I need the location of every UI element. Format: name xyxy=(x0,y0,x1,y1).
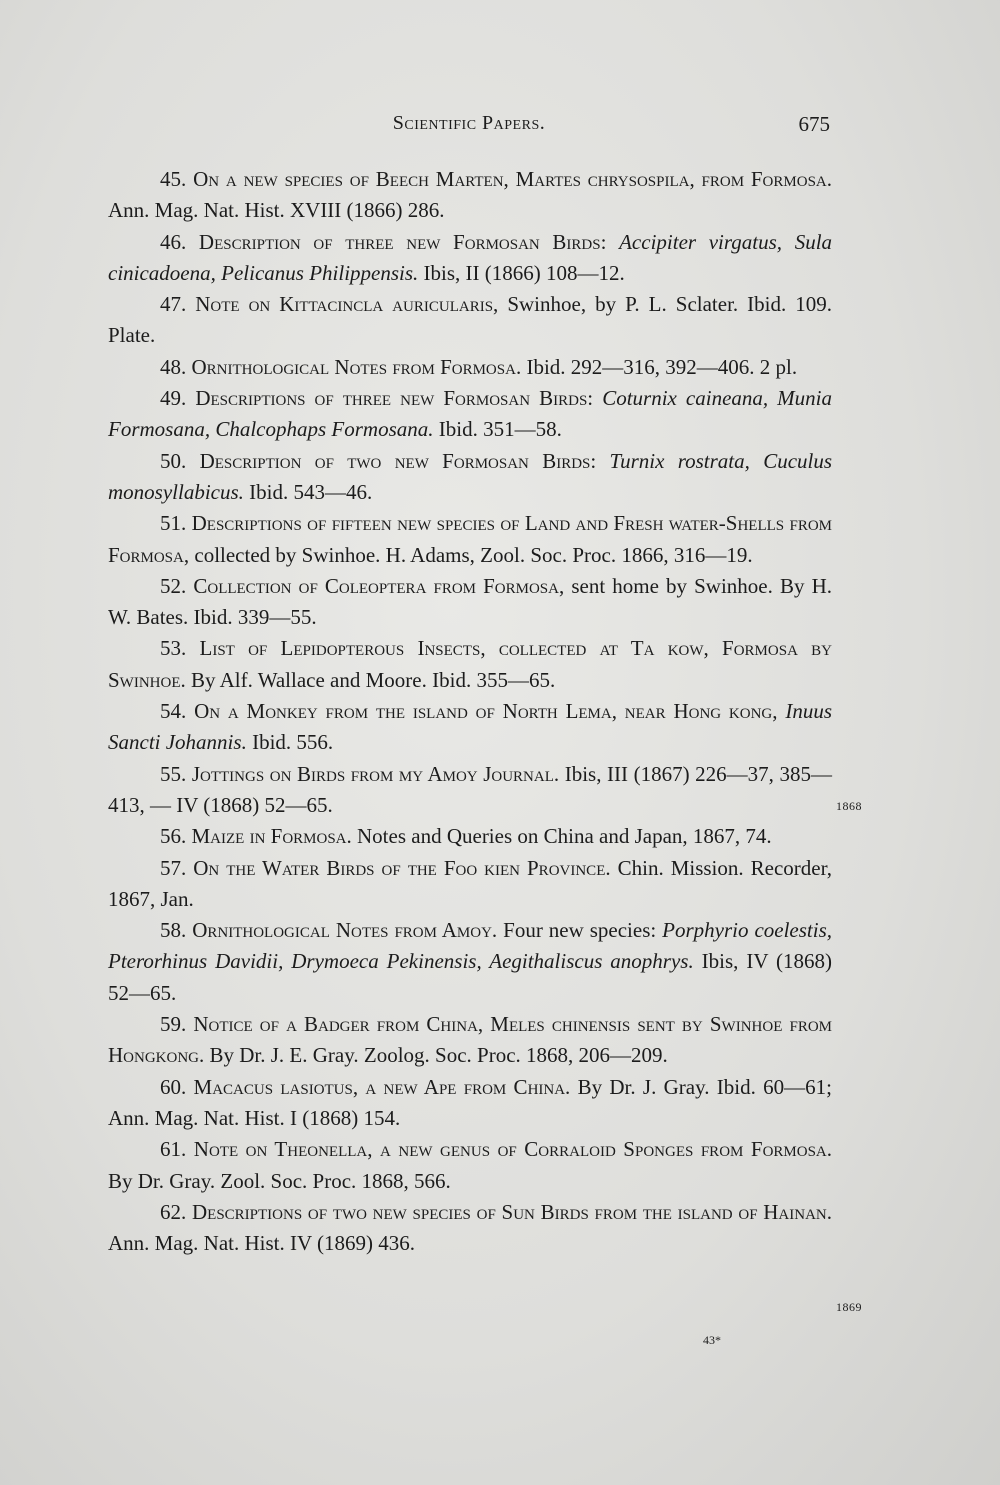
entry-citation: Swinhoe, by P. L. Sclater. Ibid. 109. Plate. xyxy=(108,292,833,348)
page-number: 675 xyxy=(798,112,830,136)
entry-citation: Ann. Mag. Nat. Hist. XVIII (1866) 286. xyxy=(108,198,445,223)
bibliography-entry xyxy=(108,289,832,352)
entry-title: Ornithological Notes from Formosa. xyxy=(191,354,522,379)
entry-number: 62. xyxy=(160,1199,187,1224)
bibliography-entry xyxy=(108,696,832,759)
bibliography-list xyxy=(108,164,832,1259)
entry-citation: Ibis, II (1866) 108—12. xyxy=(418,260,625,285)
entry-title: On the Water Birds of the Foo kien Province. xyxy=(193,855,611,880)
entry-number: 46. xyxy=(160,229,187,254)
entry-title: Description of two new Formosan Birds: xyxy=(199,448,597,473)
entry-title: Description of three new Formosan Birds: xyxy=(198,229,607,254)
entry-number: 57. xyxy=(160,855,187,880)
entry-number: 47. xyxy=(160,292,187,317)
entry-citation xyxy=(606,230,619,254)
page-header xyxy=(108,112,830,142)
margin-year-note: 1869 xyxy=(836,1299,862,1314)
entry-citation: By Dr. J. E. Gray. Zoolog. Soc. Proc. 1868, 206—209. xyxy=(204,1043,668,1068)
entry-title: Descriptions of fifteen new species of Land and Fresh water-Shells from Formosa, xyxy=(108,511,833,567)
entry-number: 61. xyxy=(160,1137,187,1162)
bibliography-entry xyxy=(108,1134,832,1197)
bibliography-entry xyxy=(108,164,832,227)
entry-title: Notice of a Badger from China, Meles chinensis sent by Swinhoe from Hongkong. xyxy=(108,1012,832,1068)
entry-taxon: Porphyrio coelestis, Pterorhinus Davidii, Drymoeca Pekinensis, Aegithaliscus anophrys. xyxy=(108,918,833,974)
bibliography-entry xyxy=(108,633,832,696)
entry-citation: Ibis, IV (1868) 52—65. xyxy=(108,949,833,1005)
entry-number: 60. xyxy=(160,1074,187,1099)
entry-title: On a new species of Beech Marten, Martes chrysospila, from Formosa. xyxy=(193,167,832,191)
entry-number: 56. xyxy=(160,824,187,849)
bibliography-entry xyxy=(108,1197,832,1260)
entry-title: Descriptions of three new Formosan Birds: xyxy=(195,386,594,411)
entry-citation: By Dr. Gray. Zool. Soc. Proc. 1868, 566. xyxy=(108,1168,451,1193)
entry-title: On a Monkey from the island of North Lema, near Hong kong, xyxy=(194,699,778,724)
bibliography-entry xyxy=(108,227,832,290)
bibliography-entry xyxy=(108,1009,832,1072)
entry-citation: Four new species: xyxy=(497,918,663,943)
entry-citation: Ibid. 543—46. xyxy=(243,479,373,504)
running-title: Scientific Papers. xyxy=(392,112,546,134)
entry-title: Note on Theonella, a new genus of Corraloid Sponges from Formosa. xyxy=(193,1137,832,1162)
entry-title: Descriptions of two new species of Sun Birds from the island of Hainan. xyxy=(191,1199,832,1224)
entry-taxon: Turnix rostrata, Cuculus monosyllabicus. xyxy=(108,448,833,504)
entry-citation: Chin. Mission. Recorder, 1867, Jan. xyxy=(108,855,832,911)
bibliography-entry xyxy=(108,821,832,852)
entry-title: Macacus lasiotus, a new Ape from China. xyxy=(193,1074,571,1099)
entry-number: 52. xyxy=(160,573,187,598)
bibliography-entry xyxy=(108,1072,832,1135)
entry-number: 48. xyxy=(160,354,187,379)
entry-citation: collected by Swinhoe. H. Adams, Zool. Soc. Proc. 1866, 316—19. xyxy=(189,542,753,567)
entry-citation: sent home by Swinhoe. By H. W. Bates. Ibid. 339—55. xyxy=(108,573,833,630)
entry-citation: Ibid. 556. xyxy=(246,730,334,755)
entry-title: Collection of Coleoptera from Formosa, xyxy=(193,573,565,598)
entry-number: 51. xyxy=(160,511,187,536)
entry-citation xyxy=(596,449,609,473)
bibliography-entry xyxy=(108,508,832,571)
bibliography-entry xyxy=(108,383,832,446)
entry-taxon: Coturnix caineana, Munia Formosana, Chalcophaps Formosana. xyxy=(108,386,833,442)
entry-number: 54. xyxy=(160,699,187,724)
entry-title: List of Lepidopterous Insects, collected at Ta kow, Formosa by Swinhoe. xyxy=(108,636,833,692)
entry-title: Jottings on Birds from my Amoy Journal. xyxy=(191,761,560,786)
entry-taxon: Inuus Sancti Johannis. xyxy=(108,699,833,755)
entry-citation: Ann. Mag. Nat. Hist. IV (1869) 436. xyxy=(108,1231,416,1256)
bibliography-entry xyxy=(108,759,832,822)
entry-citation: By Dr. J. Gray. Ibid. 60—61; Ann. Mag. Nat. Hist. I (1868) 154. xyxy=(108,1074,832,1130)
entry-number: 58. xyxy=(160,918,187,943)
entry-number: 45. xyxy=(160,167,187,191)
entry-title: Maize in Formosa. xyxy=(191,824,352,849)
entry-number: 50. xyxy=(160,448,187,473)
bibliography-entry xyxy=(108,446,832,509)
bibliography-entry xyxy=(108,915,832,1009)
entry-citation: Ibid. 351—58. xyxy=(433,417,562,442)
signature-mark: 43* xyxy=(703,1333,721,1347)
bibliography-entry xyxy=(108,352,832,383)
entry-citation: Ibis, III (1867) 226—37, 385—413, — IV (1868) 52—65. xyxy=(108,761,833,817)
entry-taxon: Accipiter virgatus, Sula cinicadoena, Pelicanus Philippensis. xyxy=(108,229,833,285)
entry-number: 53. xyxy=(160,636,187,661)
bibliography-entry xyxy=(108,571,832,634)
entry-title: Ornithological Notes from Amoy. xyxy=(192,918,498,943)
margin-year-note: 1868 xyxy=(836,799,862,813)
entry-number: 55. xyxy=(160,761,187,786)
entry-citation: By Alf. Wallace and Moore. Ibid. 355—65. xyxy=(185,667,556,692)
bibliography-entry xyxy=(108,853,832,916)
entry-citation: Ibid. 292—316, 392—406. 2 pl. xyxy=(521,354,798,379)
entry-number: 49. xyxy=(160,386,187,411)
entry-title: Note on Kittacincla auricularis, xyxy=(195,292,499,317)
entry-citation xyxy=(593,386,602,410)
entry-number: 59. xyxy=(160,1012,187,1037)
entry-citation: Notes and Queries on China and Japan, 1867, 74. xyxy=(351,824,772,849)
